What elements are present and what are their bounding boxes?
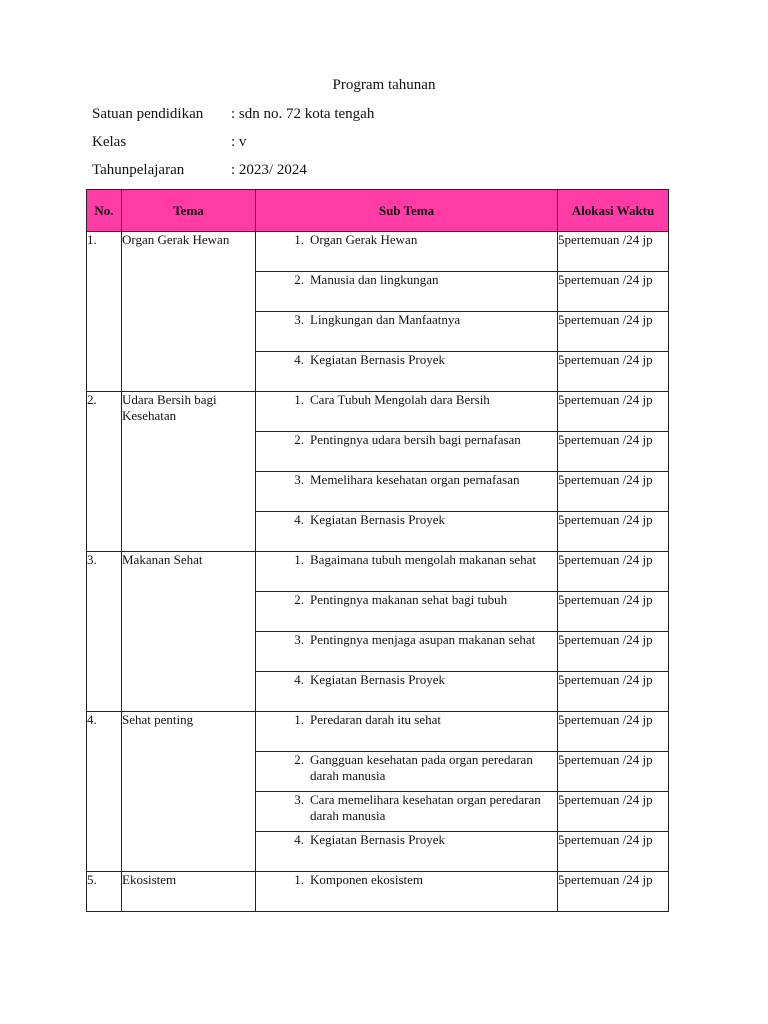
alokasi-waktu: 5pertemuan /24 jp xyxy=(558,792,669,832)
table-row xyxy=(87,232,669,272)
sub-theme-text: Gangguan kesehatan pada organ peredaran darah manusia xyxy=(310,752,533,783)
sub-theme-cell xyxy=(256,592,558,632)
page-title: Program tahunan xyxy=(332,77,436,93)
sub-theme-text: Organ Gerak Hewan xyxy=(310,232,418,247)
sub-theme-text: Kegiatan Bernasis Proyek xyxy=(310,832,446,847)
meta-row-satuan xyxy=(92,106,374,126)
alokasi-waktu: 5pertemuan /24 jp xyxy=(558,752,669,792)
sub-theme-number: 2. xyxy=(294,432,304,447)
table-row xyxy=(87,712,669,752)
sub-theme-number: 2. xyxy=(294,592,304,607)
sub-theme-item xyxy=(256,592,557,608)
sub-theme-number: 4. xyxy=(294,512,304,527)
sub-theme-text: Pentingnya udara bersih bagi pernafasan xyxy=(310,432,521,447)
sub-theme-cell xyxy=(256,672,558,712)
theme-number: 3. xyxy=(87,552,122,712)
theme-name: Makanan Sehat xyxy=(122,552,256,712)
sub-theme-cell xyxy=(256,272,558,312)
meta-row-tahun xyxy=(92,162,307,182)
sub-theme-number: 1. xyxy=(294,232,304,247)
sub-theme-number: 2. xyxy=(294,752,304,767)
alokasi-waktu: 5pertemuan /24 jp xyxy=(558,432,669,472)
sub-theme-text: Pentingnya makanan sehat bagi tubuh xyxy=(310,592,508,607)
sub-theme-cell xyxy=(256,392,558,432)
alokasi-waktu: 5pertemuan /24 jp xyxy=(558,512,669,552)
sub-theme-text: Pentingnya menjaga asupan makanan sehat xyxy=(310,632,536,647)
sub-theme-cell xyxy=(256,632,558,672)
alokasi-waktu: 5pertemuan /24 jp xyxy=(558,392,669,432)
sub-theme-number: 4. xyxy=(294,672,304,687)
sub-theme-item xyxy=(256,392,557,408)
sub-theme-cell xyxy=(256,872,558,912)
alokasi-waktu: 5pertemuan /24 jp xyxy=(558,232,669,272)
sub-theme-item xyxy=(256,232,557,248)
sub-theme-item xyxy=(256,672,557,688)
meta-label: Tahunpelajaran xyxy=(92,162,185,178)
sub-theme-cell xyxy=(256,472,558,512)
theme-name: Organ Gerak Hewan xyxy=(122,232,256,392)
meta-label: Kelas xyxy=(92,134,127,150)
sub-theme-item xyxy=(256,832,557,848)
sub-theme-number: 1. xyxy=(294,392,304,407)
sub-theme-item xyxy=(256,552,557,568)
meta-row-kelas xyxy=(92,134,246,154)
table-header-row xyxy=(87,190,669,232)
header-tema: Tema xyxy=(122,190,256,232)
sub-theme-number: 3. xyxy=(294,312,304,327)
sub-theme-cell xyxy=(256,712,558,752)
sub-theme-cell xyxy=(256,232,558,272)
table-row xyxy=(87,872,669,912)
table-row xyxy=(87,392,669,432)
alokasi-waktu: 5pertemuan /24 jp xyxy=(558,472,669,512)
theme-name: Udara Bersih bagi Kesehatan xyxy=(122,392,256,552)
sub-theme-number: 2. xyxy=(294,272,304,287)
alokasi-waktu: 5pertemuan /24 jp xyxy=(558,632,669,672)
sub-theme-item xyxy=(256,512,557,528)
sub-theme-text: Peredaran darah itu sehat xyxy=(310,712,442,727)
sub-theme-number: 1. xyxy=(294,552,304,567)
sub-theme-number: 3. xyxy=(294,792,304,807)
sub-theme-number: 4. xyxy=(294,832,304,847)
sub-theme-item xyxy=(256,272,557,288)
header-no: No. xyxy=(87,190,122,232)
sub-theme-text: Kegiatan Bernasis Proyek xyxy=(310,512,446,527)
alokasi-waktu: 5pertemuan /24 jp xyxy=(558,872,669,912)
table-body xyxy=(87,232,669,912)
sub-theme-text: Cara memelihara kesehatan organ peredaran darah manusia xyxy=(310,792,541,823)
header-alokasi: Alokasi Waktu xyxy=(558,190,669,232)
meta-value: : sdn no. 72 kota tengah xyxy=(231,106,375,122)
meta-value: : 2023/ 2024 xyxy=(231,162,307,178)
sub-theme-text: Bagaimana tubuh mengolah makanan sehat xyxy=(310,552,536,567)
sub-theme-item xyxy=(256,432,557,448)
alokasi-waktu: 5pertemuan /24 jp xyxy=(558,352,669,392)
sub-theme-number: 1. xyxy=(294,712,304,727)
sub-theme-text: Cara Tubuh Mengolah dara Bersih xyxy=(310,392,490,407)
sub-theme-cell xyxy=(256,832,558,872)
sub-theme-item xyxy=(256,632,557,648)
header-sub-tema: Sub Tema xyxy=(256,190,558,232)
sub-theme-text: Manusia dan lingkungan xyxy=(310,272,439,287)
meta-value: : v xyxy=(231,134,247,150)
alokasi-waktu: 5pertemuan /24 jp xyxy=(558,312,669,352)
theme-number: 2. xyxy=(87,392,122,552)
sub-theme-cell xyxy=(256,312,558,352)
sub-theme-number: 4. xyxy=(294,352,304,367)
alokasi-waktu: 5pertemuan /24 jp xyxy=(558,552,669,592)
sub-theme-number: 3. xyxy=(294,472,304,487)
sub-theme-item xyxy=(256,352,557,368)
sub-theme-text: Memelihara kesehatan organ pernafasan xyxy=(310,472,520,487)
sub-theme-cell xyxy=(256,512,558,552)
sub-theme-text: Lingkungan dan Manfaatnya xyxy=(310,312,461,327)
sub-theme-text: Kegiatan Bernasis Proyek xyxy=(310,672,446,687)
sub-theme-text: Komponen ekosistem xyxy=(310,872,424,887)
table-row xyxy=(87,552,669,592)
sub-theme-item xyxy=(256,792,557,823)
meta-label: Satuan pendidikan xyxy=(92,106,204,122)
alokasi-waktu: 5pertemuan /24 jp xyxy=(558,592,669,632)
sub-theme-item xyxy=(256,872,557,888)
sub-theme-item xyxy=(256,312,557,328)
sub-theme-cell xyxy=(256,352,558,392)
sub-theme-item xyxy=(256,712,557,728)
alokasi-waktu: 5pertemuan /24 jp xyxy=(558,672,669,712)
theme-number: 1. xyxy=(87,232,122,392)
sub-theme-cell xyxy=(256,752,558,792)
theme-name: Ekosistem xyxy=(122,872,256,912)
sub-theme-number: 1. xyxy=(294,872,304,887)
sub-theme-number: 3. xyxy=(294,632,304,647)
alokasi-waktu: 5pertemuan /24 jp xyxy=(558,272,669,312)
sub-theme-text: Kegiatan Bernasis Proyek xyxy=(310,352,446,367)
theme-name: Sehat penting xyxy=(122,712,256,872)
alokasi-waktu: 5pertemuan /24 jp xyxy=(558,832,669,872)
sub-theme-cell xyxy=(256,552,558,592)
sub-theme-cell xyxy=(256,792,558,832)
theme-number: 4. xyxy=(87,712,122,872)
alokasi-waktu: 5pertemuan /24 jp xyxy=(558,712,669,752)
sub-theme-item xyxy=(256,472,557,488)
theme-number: 5. xyxy=(87,872,122,912)
sub-theme-cell xyxy=(256,432,558,472)
sub-theme-item xyxy=(256,752,557,783)
program-table xyxy=(86,189,669,912)
